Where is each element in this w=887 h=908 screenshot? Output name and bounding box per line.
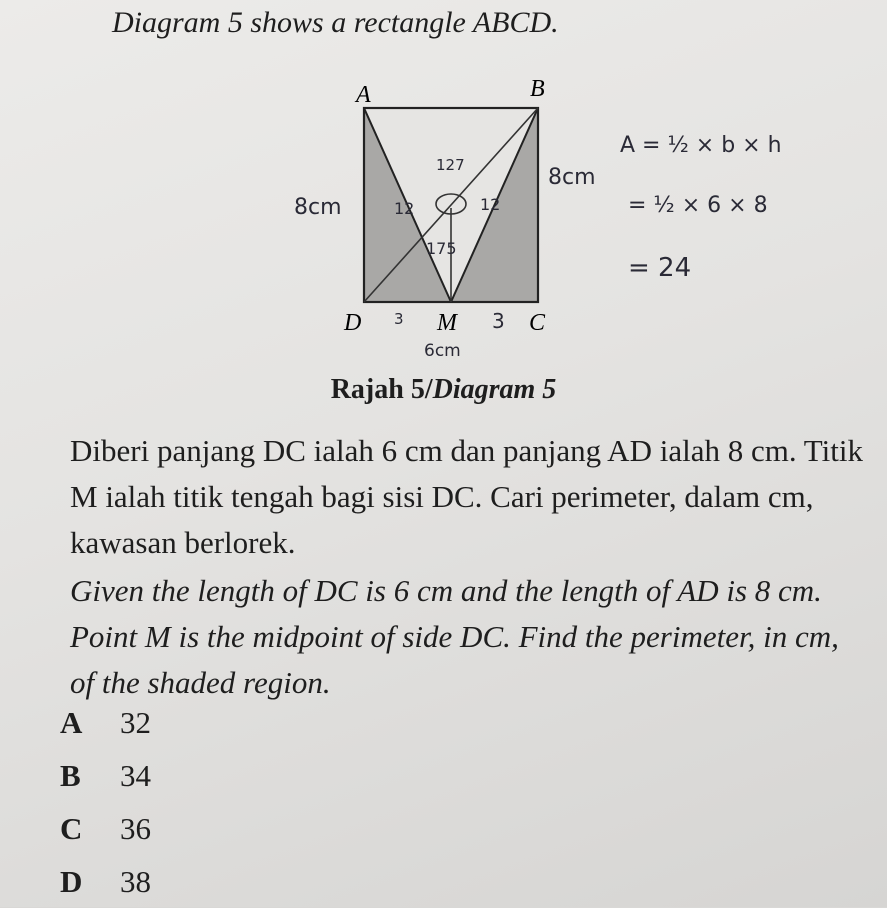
vertex-b-label: B (530, 76, 545, 102)
hand-left-side: 8cm (294, 195, 342, 220)
hand-angle-right: 12 (480, 195, 501, 214)
hand-angle-top: 127 (436, 156, 465, 174)
work-line-2: = ½ × 6 × 8 (628, 193, 768, 218)
hand-mc: 3 (492, 309, 505, 333)
hand-angle-bottom: 175 (426, 239, 457, 258)
option-b[interactable] (60, 749, 151, 802)
option-value: 38 (120, 863, 151, 899)
option-d[interactable] (60, 855, 151, 908)
hand-dm: 3 (394, 310, 404, 328)
hand-right-side: 8cm (548, 165, 596, 190)
diagram-caption (0, 374, 887, 406)
vertex-c-label: C (529, 310, 546, 336)
option-value: 36 (120, 810, 151, 846)
vertex-d-label: D (344, 310, 362, 336)
intro-text: Diagram 5 shows a rectangle ABCD. (112, 6, 559, 39)
option-c[interactable] (60, 802, 151, 855)
vertex-a-label: A (356, 82, 371, 108)
option-a[interactable] (60, 696, 151, 749)
option-letter: A (60, 704, 83, 740)
caption-english: Diagram 5 (432, 374, 557, 405)
rectangle-diagram (0, 60, 887, 370)
hand-angle-left: 12 (394, 199, 415, 218)
vertex-m-label: M (437, 310, 457, 336)
option-letter: B (60, 757, 81, 793)
hand-bottom-side: 6cm (424, 341, 461, 361)
question-malay: Diberi panjang DC ialah 6 cm dan panjang AD ialah 8 cm. Titik M ialah titik tengah bagi sisi DC. Cari perimeter, dalam cm, kawasan berlorek. (70, 433, 863, 560)
work-line-1: A = ½ × b × h (620, 133, 782, 158)
question-english: Given the length of DC is 6 cm and the length of AD is 8 cm. Point M is the midpoint of side DC. Find the perimeter, in cm, of the shaded region. (70, 573, 839, 700)
option-value: 34 (120, 757, 151, 793)
work-line-3: = 24 (628, 253, 692, 283)
answer-options (60, 696, 151, 908)
caption-malay: Rajah 5/ (330, 374, 433, 405)
option-value: 32 (120, 704, 151, 740)
option-letter: D (60, 863, 83, 899)
option-letter: C (60, 810, 83, 846)
